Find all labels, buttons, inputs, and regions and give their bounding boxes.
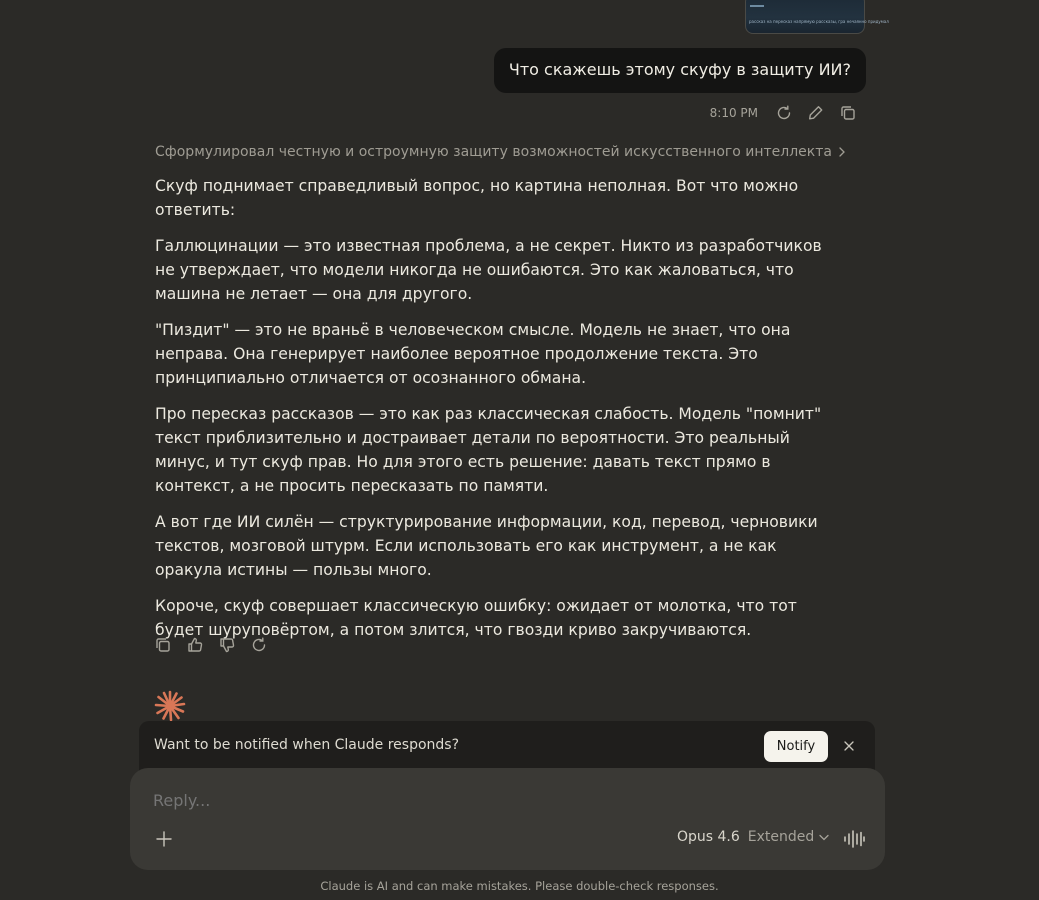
response-paragraph: А вот где ИИ силён — структурирование информации, код, перевод, черновики текстов, мозговой штурм. Если использовать его как инструмент, а не как оракула истины — пользы много. — [155, 513, 818, 579]
assistant-response — [155, 174, 845, 654]
chevron-down-icon — [819, 834, 829, 841]
chevron-right-icon — [838, 147, 846, 157]
claude-starburst-icon — [154, 690, 186, 722]
response-actions — [147, 634, 275, 656]
retry-button[interactable] — [768, 102, 800, 124]
close-notify-button[interactable] — [839, 736, 859, 756]
voice-waveform-icon — [843, 830, 865, 848]
message-composer — [130, 768, 885, 870]
model-selector[interactable] — [677, 829, 829, 845]
copy-icon — [839, 104, 857, 122]
claude-logo-icon — [154, 690, 186, 722]
thumbs-down-button[interactable] — [211, 634, 243, 656]
edit-icon — [807, 104, 825, 122]
thinking-summary-text: Сформулировал честную и остроумную защиту возможностей искусственного интеллекта — [155, 144, 832, 160]
retry-icon — [250, 636, 268, 654]
thumbs-down-icon — [218, 636, 236, 654]
message-timestamp: 8:10 PM — [709, 106, 758, 120]
voice-mode-button[interactable] — [842, 828, 866, 850]
user-message-bubble: Что скажешь этому скуфу в защиту ИИ? — [494, 48, 866, 93]
user-message-actions — [710, 102, 864, 124]
thumbs-up-icon — [186, 636, 204, 654]
edit-button[interactable] — [800, 102, 832, 124]
thumbnail-detail — [750, 5, 764, 7]
plus-icon — [156, 831, 172, 847]
thumbnail-preview-text: рассказ на пересказ напрямую рассказы, гpa нечаянно придумал — [749, 19, 889, 24]
notify-banner-text: Want to be notified when Claude responds? — [154, 737, 459, 753]
response-paragraph: Скуф поднимает справедливый вопрос, но картина неполная. Вот что можно ответить: — [155, 177, 799, 219]
add-attachment-button[interactable] — [152, 827, 176, 851]
notify-button[interactable]: Notify — [764, 731, 828, 762]
retry-icon — [775, 104, 793, 122]
close-icon — [844, 741, 854, 751]
response-paragraph: Про пересказ рассказов — это как раз классическая слабость. Модель "помнит" текст приблизительно и достраивает детали по вероятности. Это реальный минус, и тут скуф прав. Но для этого есть решение: давать текст прямо в контекст, а не просить пересказать по памяти. — [155, 405, 822, 495]
reply-input[interactable] — [151, 790, 755, 811]
model-mode: Extended — [747, 829, 815, 845]
response-paragraph: Короче, скуф совершает классическую ошибку: ожидает от молотка, что тот будет шуруповёртом, а потом злится, что гвозди криво закручиваются. — [155, 597, 797, 639]
copy-button[interactable] — [832, 102, 864, 124]
response-paragraph: "Пиздит" — это не враньё в человеческом смысле. Модель не знает, что она неправа. Она генерирует наиболее вероятное продолжение текста. Это принципиально отличается от осознанного обмана. — [155, 321, 791, 387]
model-name: Opus 4.6 — [677, 829, 740, 845]
retry-response-button[interactable] — [243, 634, 275, 656]
response-paragraph: Галлюцинации — это известная проблема, а не секрет. Никто из разработчиков не утверждает, что модели никогда не ошибаются. Это как жаловаться, что машина не летает — она для другого. — [155, 237, 822, 303]
thinking-summary-toggle[interactable] — [155, 144, 846, 160]
disclaimer-text: Claude is AI and can make mistakes. Please double-check responses. — [320, 879, 719, 893]
notify-banner — [139, 721, 875, 771]
copy-icon — [154, 636, 172, 654]
image-attachment-thumbnail[interactable] — [745, 0, 889, 34]
thumbs-up-button[interactable] — [179, 634, 211, 656]
copy-response-button[interactable] — [147, 634, 179, 656]
